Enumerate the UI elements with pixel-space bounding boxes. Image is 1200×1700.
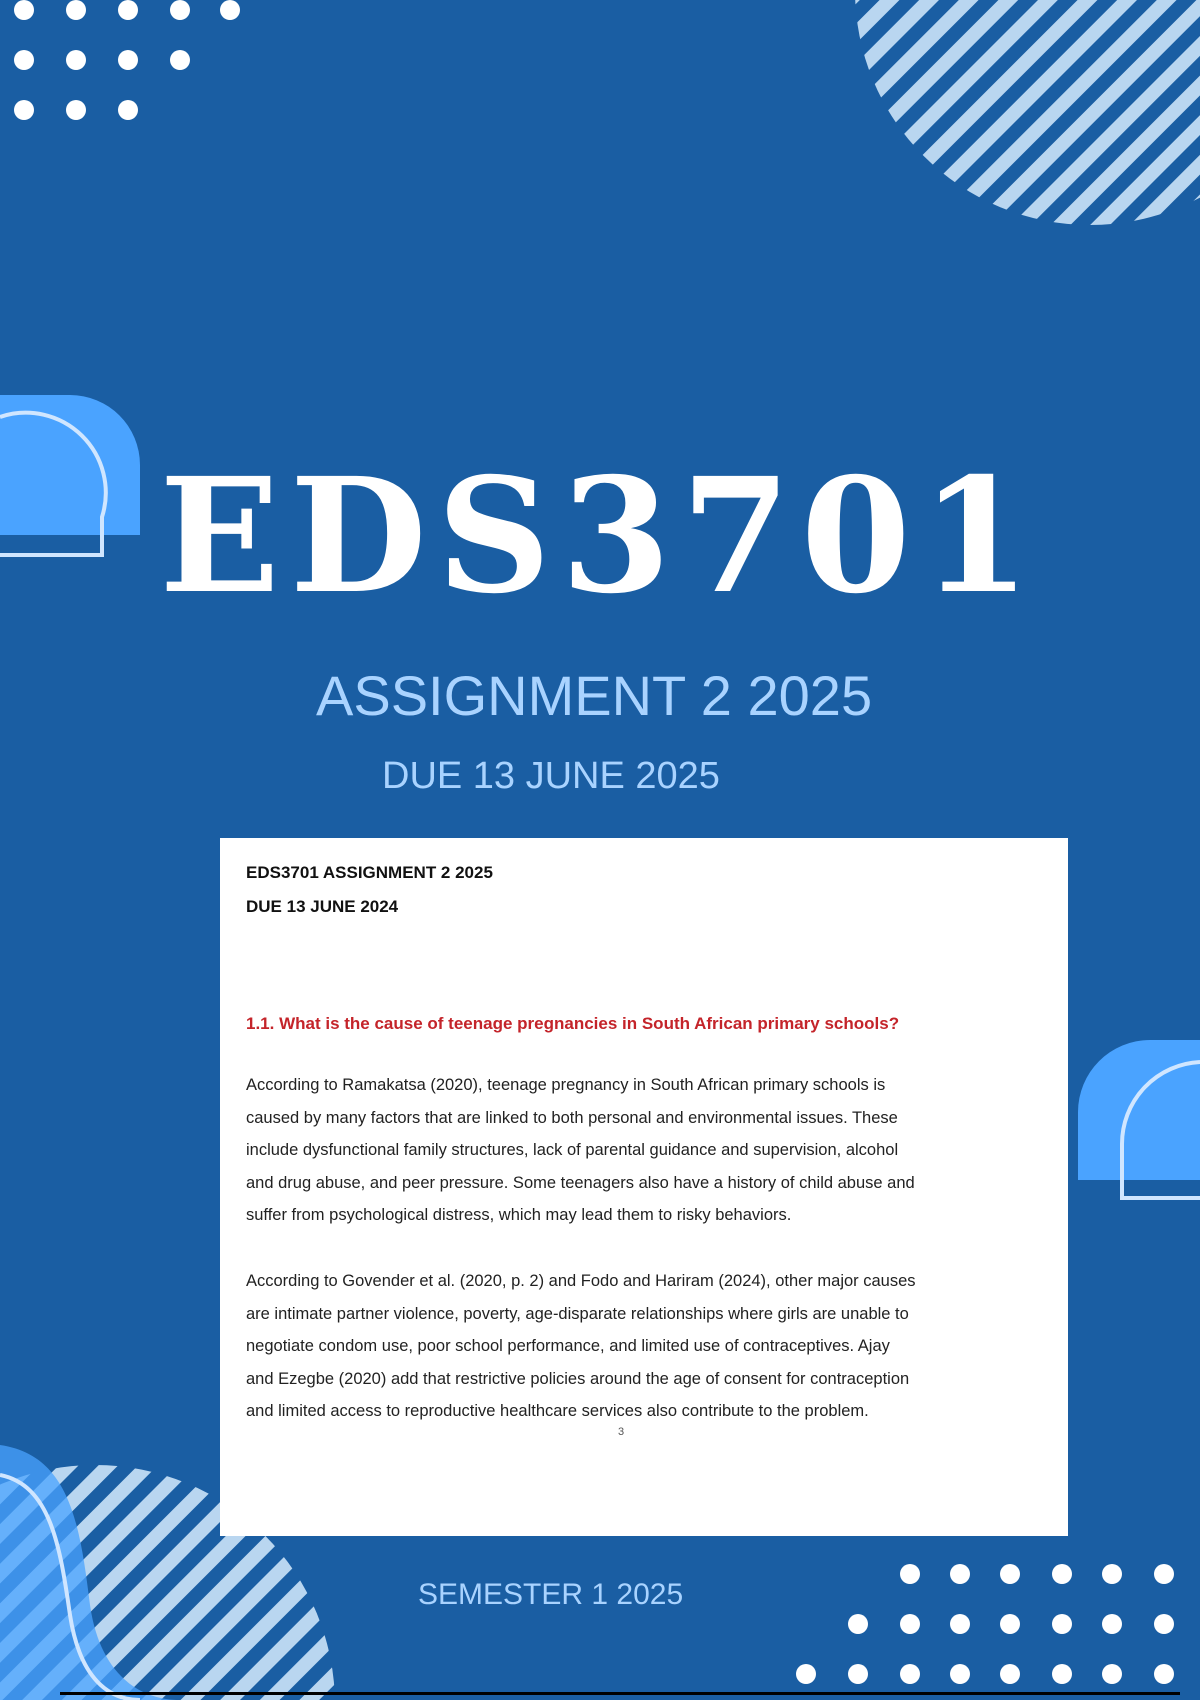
bottom-divider xyxy=(60,1692,1180,1695)
doc-paragraph-line: According to Govender et al. (2020, p. 2) and Fodo and Hariram (2024), other major causes xyxy=(246,1272,916,1290)
due-date: DUE 13 JUNE 2025 xyxy=(382,755,720,797)
doc-paragraph-line: and Ezegbe (2020) add that restrictive policies around the age of consent for contraception xyxy=(246,1369,910,1388)
doc-paragraph-line: negotiate condom use, poor school performance, and limited use of contraceptives. Ajay xyxy=(246,1337,890,1355)
course-code-title: EDS3701 xyxy=(159,444,1041,629)
arch-shape-right xyxy=(1078,1040,1200,1205)
doc-paragraph-line: are intimate partner violence, poverty, age-disparate relationships where girls are unable to xyxy=(246,1304,909,1323)
striped-circle-top-right xyxy=(840,0,1200,230)
page-number: 3 xyxy=(618,1426,625,1438)
doc-heading-line-1: EDS3701 ASSIGNMENT 2 2025 xyxy=(246,863,493,882)
semester-label: SEMESTER 1 2025 xyxy=(418,1578,684,1611)
doc-paragraph-line: include dysfunctional family structures, lack of parental guidance and supervision, alcohol xyxy=(246,1141,899,1159)
doc-paragraph-line: suffer from psychological distress, which may lead them to risky behaviors. xyxy=(246,1206,792,1224)
doc-paragraph-1 xyxy=(246,1069,1046,1232)
assignment-title: ASSIGNMENT 2 2025 xyxy=(316,664,873,727)
document-preview-card xyxy=(220,838,1068,1536)
doc-paragraph-2 xyxy=(246,1265,1046,1428)
doc-paragraph-line: According to Ramakatsa (2020), teenage pregnancy in South African primary schools is xyxy=(246,1076,886,1094)
doc-paragraph-line: and drug abuse, and peer pressure. Some teenagers also have a history of child abuse and xyxy=(246,1173,915,1192)
doc-question: 1.1. What is the cause of teenage pregnancies in South African primary schools? xyxy=(246,1014,900,1033)
doc-paragraph-line: caused by many factors that are linked to both personal and environmental issues. These xyxy=(246,1108,898,1127)
doc-paragraph-line: and limited access to reproductive healthcare services also contribute to the problem. xyxy=(246,1402,869,1420)
doc-heading-line-2: DUE 13 JUNE 2024 xyxy=(246,897,399,916)
